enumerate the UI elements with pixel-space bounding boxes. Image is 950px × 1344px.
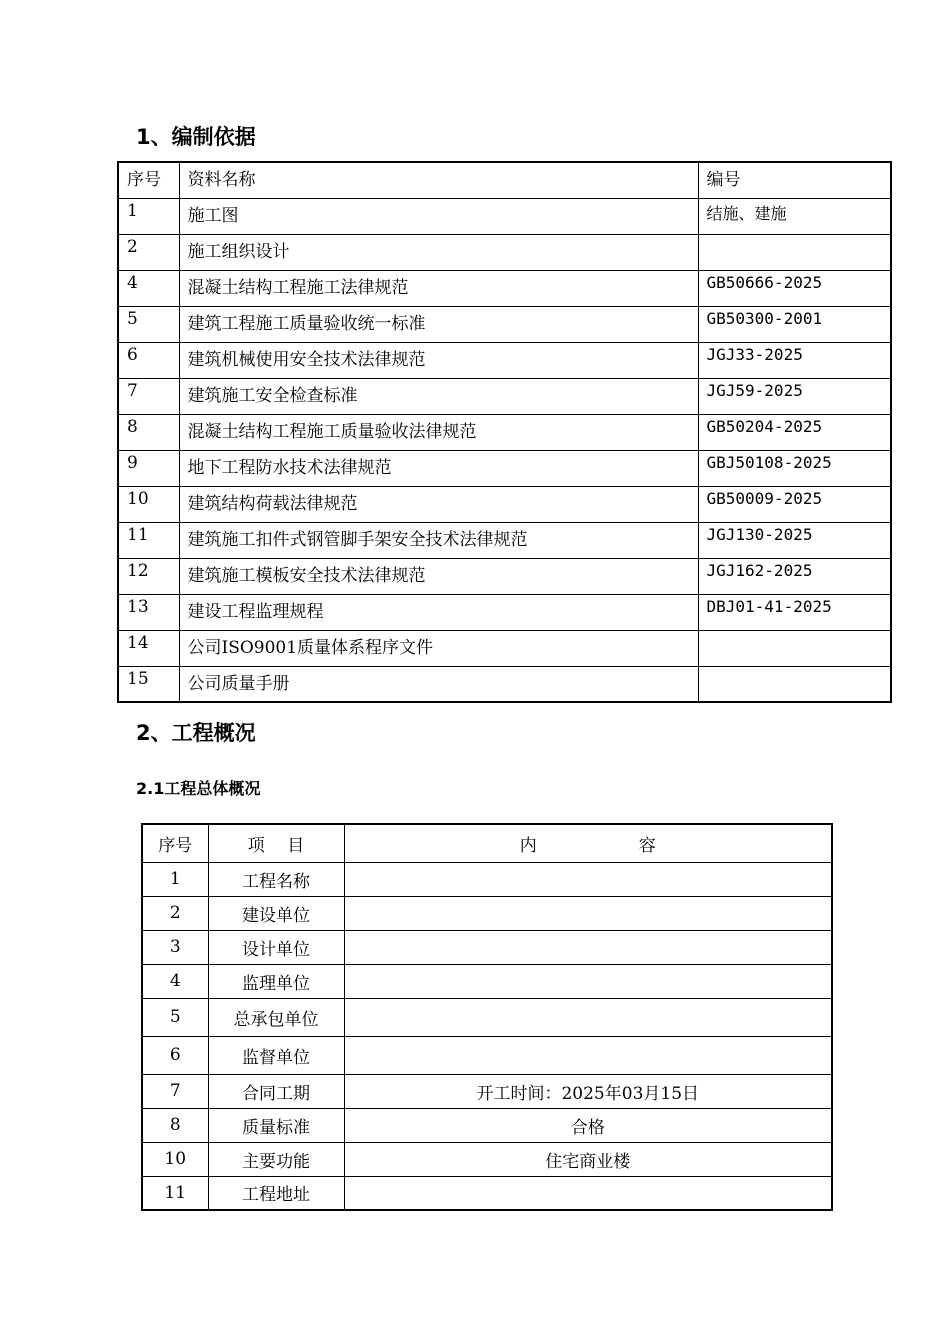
header-code: 编号 xyxy=(698,162,891,198)
table-row xyxy=(118,666,891,702)
row-code: 结施、建施 xyxy=(698,198,891,234)
row-code: GBJ50108-2025 xyxy=(698,450,891,486)
table-row xyxy=(118,594,891,630)
row-name: 公司质量手册 xyxy=(179,666,698,702)
row-name: 施工图 xyxy=(179,198,698,234)
row-no: 12 xyxy=(118,558,179,594)
row-code: GB50666-2025 xyxy=(698,270,891,306)
table-row xyxy=(118,630,891,666)
row-no: 4 xyxy=(142,964,208,998)
row-item: 监理单位 xyxy=(208,964,344,998)
table-row xyxy=(118,486,891,522)
table-row xyxy=(118,378,891,414)
row-name: 地下工程防水技术法律规范 xyxy=(179,450,698,486)
table-row xyxy=(118,414,891,450)
row-item: 监督单位 xyxy=(208,1036,344,1074)
table-row xyxy=(142,896,832,930)
row-no: 11 xyxy=(142,1176,208,1210)
table-row xyxy=(118,198,891,234)
row-item: 总承包单位 xyxy=(208,998,344,1036)
row-no: 9 xyxy=(118,450,179,486)
row-content xyxy=(344,1176,832,1210)
row-no: 8 xyxy=(142,1108,208,1142)
table-row xyxy=(142,930,832,964)
row-name: 建筑机械使用安全技术法律规范 xyxy=(179,342,698,378)
row-code: JGJ162-2025 xyxy=(698,558,891,594)
row-no: 7 xyxy=(142,1074,208,1108)
row-no: 5 xyxy=(118,306,179,342)
row-code: JGJ130-2025 xyxy=(698,522,891,558)
table-row xyxy=(118,450,891,486)
table-row xyxy=(142,1036,832,1074)
row-code: DBJ01-41-2025 xyxy=(698,594,891,630)
row-no: 11 xyxy=(118,522,179,558)
table-row xyxy=(118,558,891,594)
table-row xyxy=(142,862,832,896)
table-row xyxy=(142,1176,832,1210)
row-content: 住宅商业楼 xyxy=(344,1142,832,1176)
basis-table xyxy=(117,161,892,703)
row-name: 公司ISO9001质量体系程序文件 xyxy=(179,630,698,666)
table-row xyxy=(118,270,891,306)
row-item: 设计单位 xyxy=(208,930,344,964)
table-row xyxy=(142,998,832,1036)
table-row xyxy=(142,1142,832,1176)
row-no: 2 xyxy=(118,234,179,270)
row-name: 建筑施工模板安全技术法律规范 xyxy=(179,558,698,594)
row-code: GB50300-2001 xyxy=(698,306,891,342)
table-header-row xyxy=(142,824,832,862)
row-item: 质量标准 xyxy=(208,1108,344,1142)
row-no: 8 xyxy=(118,414,179,450)
row-item: 工程地址 xyxy=(208,1176,344,1210)
row-no: 4 xyxy=(118,270,179,306)
row-no: 7 xyxy=(118,378,179,414)
row-code xyxy=(698,630,891,666)
row-code xyxy=(698,234,891,270)
overview-table xyxy=(141,823,833,1211)
row-no: 6 xyxy=(118,342,179,378)
row-code: JGJ33-2025 xyxy=(698,342,891,378)
row-content: 开工时间：2025年03月15日 xyxy=(344,1074,832,1108)
header-no: 序号 xyxy=(118,162,179,198)
header-content: 内 容 xyxy=(344,824,832,862)
row-name: 混凝土结构工程施工法律规范 xyxy=(179,270,698,306)
row-content xyxy=(344,930,832,964)
row-content xyxy=(344,862,832,896)
row-no: 10 xyxy=(118,486,179,522)
row-no: 15 xyxy=(118,666,179,702)
row-no: 1 xyxy=(118,198,179,234)
row-no: 13 xyxy=(118,594,179,630)
section2-1-heading: 2.1工程总体概况 xyxy=(136,779,261,798)
row-name: 建筑工程施工质量验收统一标准 xyxy=(179,306,698,342)
row-content xyxy=(344,896,832,930)
header-no: 序号 xyxy=(142,824,208,862)
header-name: 资料名称 xyxy=(179,162,698,198)
table-row xyxy=(118,234,891,270)
row-content xyxy=(344,1036,832,1074)
row-code xyxy=(698,666,891,702)
table-row xyxy=(118,342,891,378)
row-content: 合格 xyxy=(344,1108,832,1142)
row-item: 合同工期 xyxy=(208,1074,344,1108)
header-item: 项 目 xyxy=(208,824,344,862)
table-header-row xyxy=(118,162,891,198)
section2-heading: 2、工程概况 xyxy=(136,721,256,745)
section1-heading: 1、编制依据 xyxy=(136,125,256,149)
row-no: 6 xyxy=(142,1036,208,1074)
row-name: 施工组织设计 xyxy=(179,234,698,270)
row-name: 建筑结构荷载法律规范 xyxy=(179,486,698,522)
row-no: 3 xyxy=(142,930,208,964)
row-no: 2 xyxy=(142,896,208,930)
row-no: 5 xyxy=(142,998,208,1036)
row-content xyxy=(344,998,832,1036)
row-code: GB50204-2025 xyxy=(698,414,891,450)
row-no: 1 xyxy=(142,862,208,896)
row-name: 建设工程监理规程 xyxy=(179,594,698,630)
row-no: 14 xyxy=(118,630,179,666)
table-row xyxy=(118,522,891,558)
table-row xyxy=(142,1108,832,1142)
row-name: 建筑施工安全检查标准 xyxy=(179,378,698,414)
row-content xyxy=(344,964,832,998)
row-code: JGJ59-2025 xyxy=(698,378,891,414)
row-no: 10 xyxy=(142,1142,208,1176)
row-name: 混凝土结构工程施工质量验收法律规范 xyxy=(179,414,698,450)
row-item: 主要功能 xyxy=(208,1142,344,1176)
table-row xyxy=(118,306,891,342)
row-item: 建设单位 xyxy=(208,896,344,930)
row-name: 建筑施工扣件式钢管脚手架安全技术法律规范 xyxy=(179,522,698,558)
row-code: GB50009-2025 xyxy=(698,486,891,522)
table-row xyxy=(142,964,832,998)
table-row xyxy=(142,1074,832,1108)
row-item: 工程名称 xyxy=(208,862,344,896)
